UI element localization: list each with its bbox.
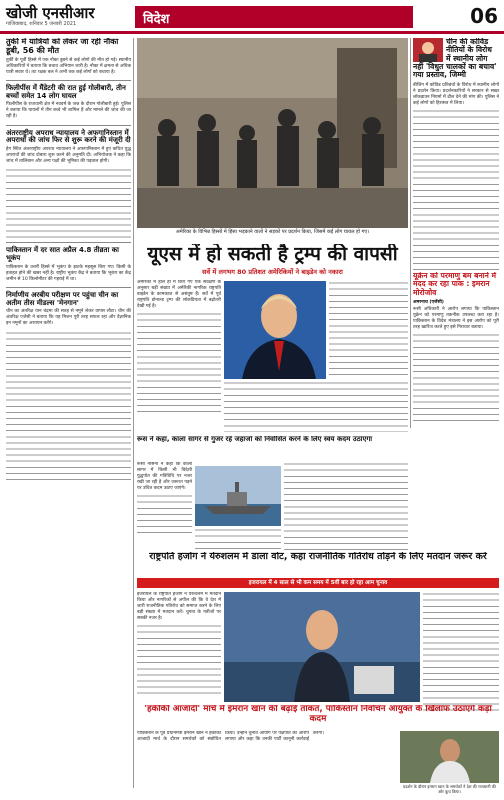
story-photo xyxy=(413,38,443,62)
russia-headline xyxy=(137,436,408,458)
lead-body-column xyxy=(329,281,408,379)
russia-body-2 xyxy=(195,528,281,552)
text-block xyxy=(6,331,131,481)
voting-image xyxy=(224,592,420,702)
story-title: तुर्की में यात्रियों को लेकर जा रही नौका डूबी, 56 की मौत xyxy=(6,38,119,55)
story-title: यूक्रेन को परमाणु बम बनाने में मदद कर रहा पाक : इमरान मोरोजोव xyxy=(413,272,497,297)
bottom-headline xyxy=(137,705,499,729)
story-body: रूसी नौसेना ने कहा कि काला सागर में किसी भी विदेशी युद्धपोत की गतिविधि पर नजर रखी जा रही है और जरूरत पड़ने पर उचित कदम उठाए जाएंगे। xyxy=(137,462,192,492)
story-title: रूस ने कहा, काला सागर से गुजर रहे जहाजों को निर्वासित करने के लिए स्वयं कदम उठाएगा xyxy=(137,436,373,443)
story-body: हेग स्थित अंतरराष्ट्रीय अपराध न्यायालय ने अफगानिस्तान में हुए कथित युद्ध अपराधों की जांच दोबारा शुरू करने की अनुमति दी। अभियोजक ने कहा कि जांच में तालिबान और अन्य पक्षों की भूमिका की पड़ताल होगी। xyxy=(6,146,131,165)
trump-photo xyxy=(224,281,326,379)
story-title: अंतरराष्ट्रीय अपराध न्यायालय ने अफगानिस्तान में अपराधों की जांच फिर से शुरू करने की मंजूरी दी xyxy=(6,128,131,145)
lead-body-column xyxy=(137,280,221,432)
story-body: अमेरिका में हाल ही में किए गए एक सर्वेक्षण के अनुसार बड़ी संख्या में अमेरिकी नागरिक राष्ट्रपति बाइडेन के कामकाज से असंतुष्ट हैं। सर्वे में पूर्व राष्ट्रपति डोनाल्ड ट्रम्प की लोकप्रियता में बढ़ोतरी देखी गई है। xyxy=(137,280,221,310)
imran-photo xyxy=(400,731,499,783)
story-title: चीन की कोविड नीतियों के विरोध में स्थानीय लोग नहीं 'विधुत चालकों का बचाव' गया प्रस्ताव, जिम्मी xyxy=(413,38,497,80)
masthead xyxy=(0,0,504,34)
israel-body-2 xyxy=(423,592,499,712)
lead-title: यूएस में हो सकती है ट्रम्प की वापसी xyxy=(147,244,398,265)
left-column xyxy=(6,38,131,794)
story-body: इजरायल के राष्ट्रपति हर्जोग ने येरुशलम में मतदान किया और नागरिकों से अपील की कि वे देश में जारी राजनीतिक गतिरोध को समाप्त करने के लिए बड़ी संख्या में मतदान करें। चुनाव के नतीजों पर सबकी नजर है। xyxy=(137,592,221,622)
crowd-image xyxy=(137,38,408,228)
israel-headline xyxy=(137,552,499,576)
imran-image xyxy=(400,731,499,783)
right-column-2 xyxy=(413,272,499,432)
herzog-photo xyxy=(224,592,420,702)
text-block xyxy=(6,168,131,238)
protest-photo xyxy=(137,38,408,228)
ship-image xyxy=(195,466,281,526)
ship-photo xyxy=(195,466,281,526)
story-title: फिलीपींस में मैंडेटरी की रात हुई गोलीबारी, तीन बच्चों समेत 14 लोग घायल xyxy=(6,83,126,100)
story-title: पाकिस्तान में दर सात अप्रैल 4.8 तीव्रता का भूकंप xyxy=(6,246,119,262)
portrait-image xyxy=(224,281,326,379)
story-body: चीन का अंतरिक्ष यान चंद्रमा की सतह से नमूने लेकर वापस लौटा। चीन की अंतरिक्ष एजेंसी ने बताया कि यह मिशन पूरी तरह सफल रहा और वैज्ञानिक इन नमूनों का अध्ययन करेंगे। xyxy=(6,309,131,327)
page-number: 06 xyxy=(470,4,498,28)
story-body: रूसी अधिकारी ने आरोप लगाया कि पाकिस्तान यूक्रेन को परमाणु तकनीक उपलब्ध करा रहा है। पाकिस्तान के विदेश मंत्रालय ने इस आरोप को पूरी तरह खारिज करते हुए इसे निराधार बताया। xyxy=(413,307,499,331)
story-body: फिलीपींस के राजधानी क्षेत्र में नववर्ष के जश्न के दौरान गोलीबारी हुई। पुलिस ने बताया कि घायलों में तीन बच्चे भी शामिल हैं और मामले की जांच की जा रही है। xyxy=(6,102,131,120)
bottom-body xyxy=(137,731,397,796)
story-title: राष्ट्रपति हर्जोग ने येरुशलम में डाला वोट, कहा राजनीतिक गतिरोध तोड़ने के लिए मतदान जरूर करें xyxy=(149,552,487,562)
photo-caption: प्रदर्शन के दौरान इमरान खान के समर्थकों ने देश की राजधानी की ओर कूच किया। xyxy=(403,784,496,794)
newspaper-logo: खोजी एनसीआर xyxy=(6,4,95,22)
story-title: 'हकीकी आजादी' मार्च में इमरान खान की बढ़ाई ताकत, पाकिस्तान निर्वाचन आयुक्त के खिलाफ उठाएंगे कड़ा कदम xyxy=(144,705,492,724)
story-title: निर्माणीय अरबीय परीक्षण पर पहुंचा चीन का अतीम तीस मीडल्स 'मेनगान' xyxy=(6,290,119,307)
story-body: पाकिस्तान के उत्तरी हिस्से में भूकंप के झटके महसूस किए गए। किसी के हताहत होने की खबर नहीं है। राष्ट्रीय भूकंप केंद्र ने बताया कि भूकंप का केंद्र जमीन से 10 किलोमीटर की गहराई में था। xyxy=(6,264,131,282)
story-body: बीजिंग में कोविड प्रतिबंधों के विरोध में स्थानीय लोगों ने प्रदर्शन किया। प्रदर्शनकारियों ने सरकार से सख्त लॉकडाउन नियमों में ढील देने की मांग की। पुलिस ने कई लोगों को हिरासत में लिया। xyxy=(413,82,499,106)
israel-banner: इजरायल में 4 साल से भी कम समय में 5वीं बार हो रहा आम चुनाव xyxy=(137,578,499,588)
section-title: विदेश xyxy=(135,6,413,28)
byline: अमरनाथ (एजेंसी) xyxy=(413,300,444,306)
dateline: गाजियाबाद, शनिवार 5 जनवरी 2021 xyxy=(6,21,77,27)
right-column xyxy=(413,38,499,270)
russia-body xyxy=(137,462,192,552)
russia-body-3 xyxy=(284,462,408,552)
israel-body xyxy=(137,592,221,712)
story-body: तुर्की के पूर्वी हिस्से में एक नौका डूबने से कई लोगों की मौत हो गई। स्थानीय अधिकारियों ने बताया कि बचाव अभियान जारी है। नौका में क्षमता से अधिक यात्री सवार थे। तट रक्षक बल ने अभी तक कई लोगों को बचाया है। xyxy=(6,57,131,75)
photo-caption: अमेरिका के विभिन्न हिस्सों में हिंसा भड़काने वालों ने सड़कों पर प्रदर्शन किया, जिसमें कई लोग घायल हो गए। xyxy=(175,229,370,235)
lead-headline xyxy=(137,244,408,278)
story-body: पाकिस्तान के पूर्व प्रधानमंत्री इमरान खान ने हकीकी आजादी मार्च के दौरान समर्थकों को संबोधित किया। उन्होंने चुनाव आयोग पर पक्षपात का आरोप लगाया और कहा कि उनकी पार्टी कानूनी कार्रवाई करेगी। xyxy=(137,731,324,743)
lead-subtitle: सर्वे में लगभग 80 प्रतिशत अमेरिकियों ने बाइडेन को नकारा xyxy=(202,267,343,276)
lead-body-continued xyxy=(224,381,408,432)
